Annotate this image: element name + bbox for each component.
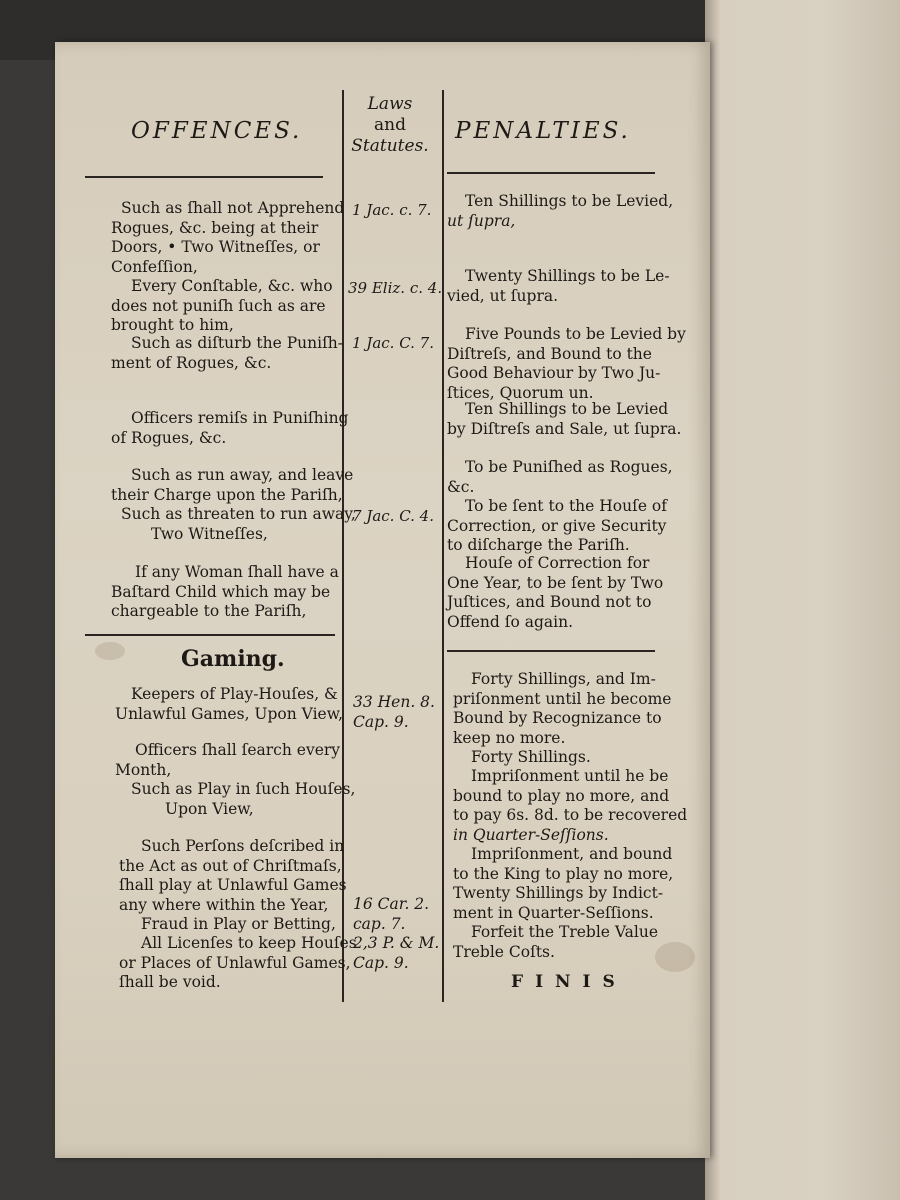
gaming-penalty-entry: Impriſonment, and bound to the King to play no more, Twenty Shillings by Indict- ment in Quarter-Seſſions. <box>453 845 674 922</box>
gaming-offence-entry: All Licenſes to keep Houſes or Places of Unlawful Games, ſhall be void. <box>119 934 357 991</box>
header-statutes: Statutes. <box>351 136 429 156</box>
offence-entry: Such as diſturb the Puniſh- ment of Rogues, &c. <box>111 334 344 372</box>
gaming-statute-ref: 33 Hen. 8. Cap. 9. <box>353 693 435 731</box>
gaming-offence-entry: Fraud in Play or Betting, <box>141 915 336 933</box>
penalty-entry: Houſe of Correction for One Year, to be ſent by Two Juſtices, and Bound not to Offend ſo again. <box>447 554 664 631</box>
statute-ref: 1 Jac. c. 7. <box>352 201 432 219</box>
penalty-entry: Ten Shillings to be Levied, ut ſupra, <box>447 192 674 230</box>
penalty-entry: Five Pounds to be Levied by Diſtreſs, and Bound to the Good Behaviour by Two Ju- ſtices, Quorum un. <box>447 325 686 402</box>
gaming-statute-ref: 16 Car. 2. cap. 7. <box>353 895 430 933</box>
penalty-entry: Twenty Shillings to be Le- vied, ut ſupra. <box>447 267 670 305</box>
header-and: and <box>374 115 406 135</box>
header-penalties: PENALTIES. <box>455 118 631 144</box>
finis-mark: FINIS <box>511 972 627 992</box>
offence-entry: Such as run away, and leave their Charge upon the Pariſh, <box>111 466 354 504</box>
offence-entry: Such as ſhall not Apprehend Rogues, &c. being at their Doors, • Two Witneſſes, or Confeſſion, <box>111 199 345 276</box>
gaming-penalty-entry: Impriſonment until he be bound to play no more, and to pay 6s. 8d. to be recovered in Quarter-Seſſions. <box>453 767 688 844</box>
header-rule-penalties <box>447 172 655 174</box>
header-offences: OFFENCES. <box>131 118 303 144</box>
gaming-offence-entry: Such Perſons deſcribed in the Act as out of Chriſtmaſs, ſhall play at Unlawful Games any where within the Year, <box>119 837 347 914</box>
offence-entry: Officers remiſs in Puniſhing of Rogues, &c. <box>111 409 349 447</box>
book-page <box>55 42 710 1158</box>
penalty-entry: To be Puniſhed as Rogues, &c. <box>447 458 673 496</box>
section-rule-penalties <box>447 650 655 652</box>
section-rule-offences <box>85 634 335 636</box>
gaming-penalty-entry: Forty Shillings. <box>471 748 591 766</box>
gaming-penalty-entry: Forty Shillings, and Im- priſonment until he become Bound by Recognizance to keep no more. <box>453 670 672 747</box>
penalty-entry: Ten Shillings to be Levied by Diſtreſs and Sale, ut ſupra. <box>447 400 682 438</box>
gaming-statute-ref: 2,3 P. & M. Cap. 9. <box>353 934 440 972</box>
header-laws: Laws <box>367 94 413 114</box>
gaming-offence-entry: Such as Play in ſuch Houſes, Upon View, <box>131 780 356 818</box>
column-rule-right <box>442 90 444 1002</box>
page-stain <box>655 942 695 972</box>
gaming-offence-entry: Officers ſhall ſearch every Month, <box>115 741 341 779</box>
header-laws-statutes <box>345 94 435 157</box>
penalty-entry: To be ſent to the Houſe of Correction, or give Security to diſcharge the Pariſh. <box>447 497 667 554</box>
offence-entry: Every Conſtable, &c. who does not puniſh ſuch as are brought to him, <box>111 277 333 334</box>
statute-ref: 39 Eliz. c. 4. <box>348 279 443 297</box>
statute-ref: 7 Jac. C. 4. <box>352 507 434 525</box>
gaming-offence-entry: Keepers of Play-Houſes, & Unlawful Games, Upon View, <box>115 685 344 723</box>
offence-entry: If any Woman ſhall have a Baſtard Child which may be chargeable to the Pariſh, <box>111 563 339 620</box>
gaming-penalty-entry: Forfeit the Treble Value Treble Coſts. <box>453 923 659 961</box>
gaming-heading: Gaming. <box>181 646 285 672</box>
offence-entry: Such as threaten to run away, Two Witneſſes, <box>121 505 356 543</box>
facing-page-edge <box>705 0 900 1200</box>
statute-ref: 1 Jac. C. 7. <box>352 334 434 352</box>
page-stain <box>95 642 125 660</box>
header-rule-offences <box>85 176 323 178</box>
